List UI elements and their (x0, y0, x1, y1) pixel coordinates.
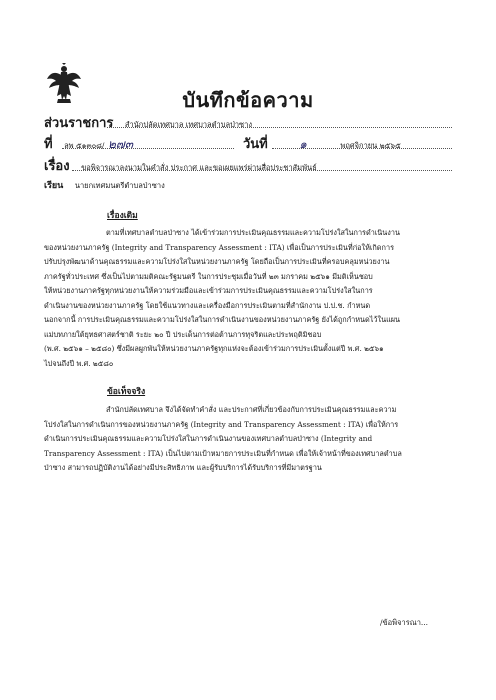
date-month-year: พฤศจิกายน ๒๕๖๕ (340, 141, 401, 150)
subject-underline (72, 170, 452, 171)
to-value: นายกเทศมนตรีตำบลป่าซาง (74, 181, 165, 190)
paragraph-line: ปรับปรุงพัฒนาด้านคุณธรรมและความโปร่งใสในหน่วยงานภาครัฐ โดยถือเป็นการประเมินที่ครอบคลุมหน่วยงาน (44, 257, 390, 266)
paragraph-line: Transparency Assessment : ITA) เป็นไปตามเป้าหมายการประเมินที่กำหนด เพื่อให้เจ้าหน้าที่ของเทศบาลตำบล (44, 448, 402, 458)
date-day-handwritten: ๑ (299, 137, 307, 151)
facts-paragraph (44, 403, 454, 476)
paragraph-line: (พ.ศ. ๒๕๖๑ – ๒๕๘๐) ซึ่งมีผลผูกพันให้หน่วยงานภาครัฐทุกแห่งจะต้องเข้าร่วมการประเมินตั้งแต่ปี พ.ศ. ๒๕๖๑ (44, 344, 384, 353)
paragraph-line: ภาครัฐทั่วประเทศ ซึ่งเป็นไปตามมติคณะรัฐมนตรี ในการประชุมเมื่อวันที่ ๒๓ มกราคม ๒๕๖๑ มีมติเห็นชอบ (44, 271, 373, 281)
reference-row (44, 133, 133, 154)
paragraph-line: ของหน่วยงานภาครัฐ (Integrity and Transparency Assessment : ITA) เพื่อเป็นการประเมินที่ก่อให้เกิดการ (44, 242, 394, 252)
paragraph-line: นอกจากนี้ การประเมินคุณธรรมและความโปร่งใสในการดำเนินงานของหน่วยงานภาครัฐ ยังได้ถูกกำหนดไว้ในแผน (44, 315, 401, 324)
paragraph-line: สำนักปลัดเทศบาล จึงได้จัดทำคำสั่ง และประกาศที่เกี่ยวข้องกับการประเมินคุณธรรมและความ (106, 405, 397, 414)
paragraph-line: ดำเนินการประเมินคุณธรรมและความโปร่งใสในการดำเนินงานของเทศบาลตำบลป่าซาง (Integrity and (44, 434, 373, 443)
date-label: วันที่ (243, 137, 268, 152)
reference-prefix: ลพ ๕๑๓๐๘/ (64, 141, 105, 150)
subject-label: เรื่อง (44, 159, 70, 174)
department-underline (107, 127, 452, 128)
department-value: สำนักปลัดเทศบาล เทศบาลตำบลป่าซาง (124, 120, 253, 129)
reference-handwritten-number: ๒๗๓ (107, 137, 134, 151)
paragraph-line: โปร่งใสในการดำเนินการของหน่วยงานภาครัฐ (Integrity and Transparency Assessment : ITA) เพื่อให้การ (44, 419, 399, 429)
section-heading-background: เรื่องเดิม (107, 211, 138, 221)
reference-label: ที่ (44, 137, 53, 152)
paragraph-line: ให้หน่วยงานภาครัฐทุกหน่วยงานให้ความร่วมมือและเข้าร่วมการประเมินคุณธรรมและความโปร่งใสในการ (44, 286, 373, 295)
to-label: เรียน (44, 181, 64, 191)
section-heading-facts: ข้อเท็จจริง (107, 387, 146, 397)
date-group (243, 133, 401, 154)
background-paragraph (44, 226, 454, 371)
subject-value: ขอพิจารณาลงนามในคำสั่ง ประกาศ และขอเผยแพร่ผ่านสื่อประชาสัมพันธ์ (81, 163, 317, 172)
paragraph-line: ดำเนินงานของหน่วยงานภาครัฐ โดยใช้แนวทางและเครื่องมือการประเมินตามที่สำนักงาน ป.ป.ช. กำหนด (44, 300, 371, 310)
date-underline (272, 148, 452, 149)
paragraph-line: ตามที่เทศบาลตำบลป่าซาง ได้เข้าร่วมการประเมินคุณธรรมและความโปร่งใสในการดำเนินงาน (106, 228, 400, 237)
paragraph-line: ไปจนถึงปี พ.ศ. ๒๕๘๐ (44, 358, 114, 368)
department-row (44, 112, 252, 133)
paragraph-line: แม่บทภายใต้ยุทธศาสตร์ชาติ ระยะ ๒๐ ปี ประเด็นการต่อต้านการทุจริตและประพฤติมิชอบ (44, 329, 322, 339)
department-label: ส่วนราชการ (44, 116, 114, 131)
to-row (44, 178, 165, 192)
memo-title: บันทึกข้อความ (182, 88, 314, 112)
subject-row (44, 155, 317, 176)
reference-underline (62, 148, 234, 149)
continuation-note: /ข้อพิจารณา... (380, 618, 429, 627)
paragraph-line: ป่าซาง สามารถปฏิบัติงานได้อย่างมีประสิทธิภาพ และผู้รับบริการได้รับบริการที่มีมาตรฐาน (44, 463, 322, 472)
